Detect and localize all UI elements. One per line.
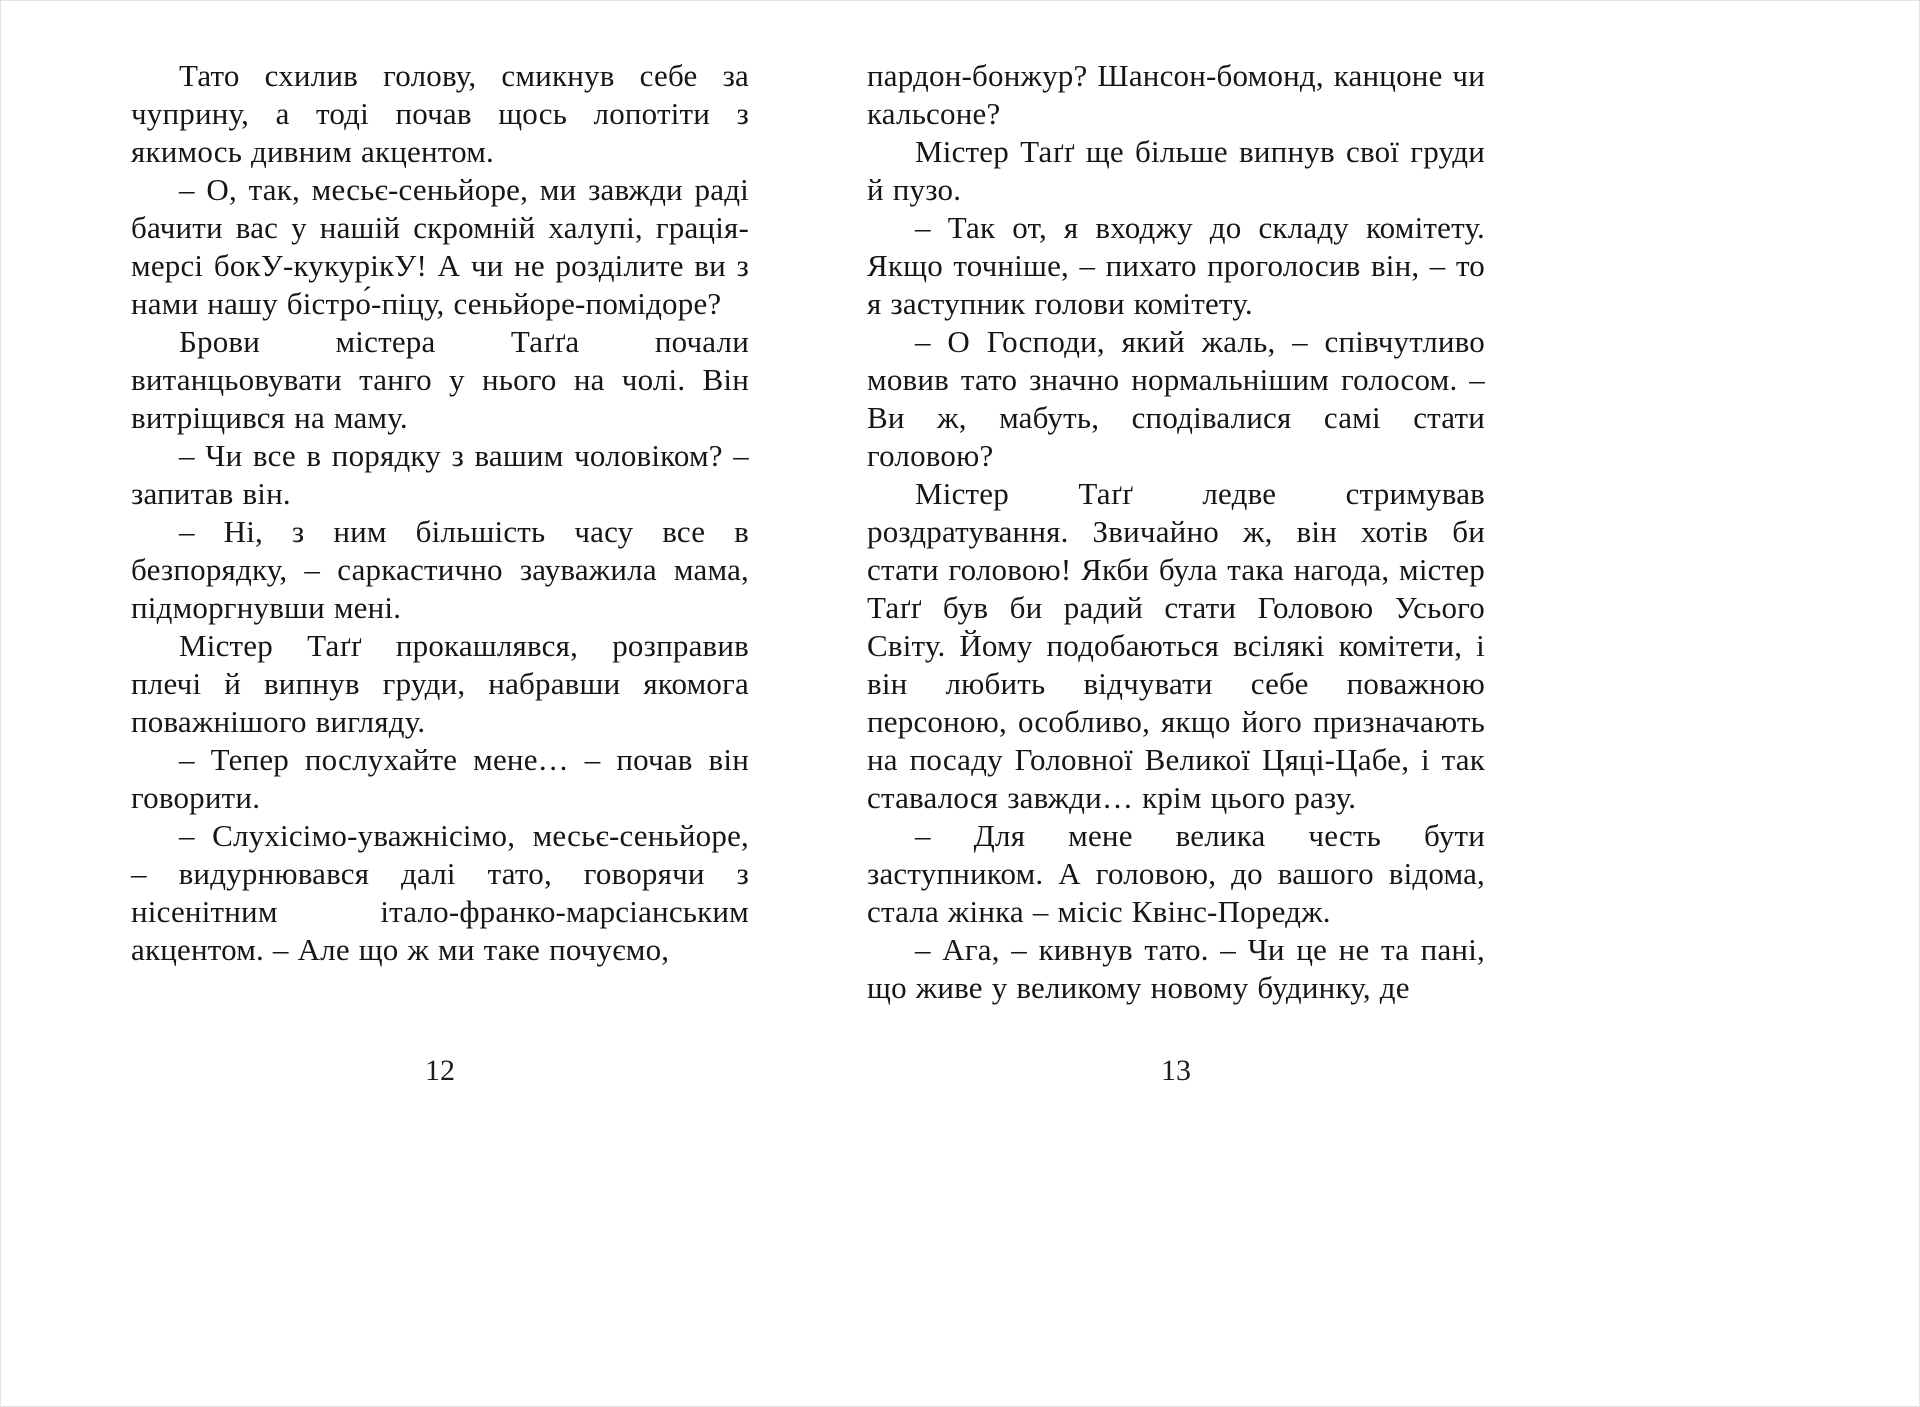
paragraph-continuation: пардон-бонжур? Шансон-бомонд, канцоне чи кальсоне? [867,58,1485,131]
paragraph: – Чи все в порядку з вашим чоловіком? – запитав він. [131,438,749,511]
page-number-right: 13 [1161,1054,1191,1087]
paragraph: – Тепер послухайте мене… – почав він говорити. [131,742,749,815]
paragraph: Містер Таґґ ледве стримував роздратування. Звичайно ж, він хотів би стати головою! Якби була така нагода, містер Таґґ був би радий стати Головою Усього Світу. Йому подобаються всілякі комітети, і він любить відчувати себе поважною персоною, особливо, якщо його призначають на посаду Головної Великої Цяці-Цабе, і так ставалося завжди… крім цього разу. [867,476,1485,815]
page-left [131,57,749,969]
paragraph: – О Господи, який жаль, – співчутливо мовив тато значно нормальнішим голосом. – Ви ж, мабуть, сподівалися самі стати головою? [867,324,1485,473]
paragraph: Містер Таґґ ще більше випнув свої груди й пузо. [867,134,1485,207]
paragraph: – Ага, – кивнув тато. – Чи це не та пані, що живе у великому новому будинку, де [867,932,1485,1005]
paragraph: – Слухісімо-уважнісімо, месьє-сеньйоре, – видурнювався далі тато, говорячи з нісенітним італо-франко-марсіанським акцентом. – Але що ж ми таке почуємо, [131,818,749,967]
paragraph: Містер Таґґ прокашлявся, розправив плечі й випнув груди, набравши якомога поважнішого вигляду. [131,628,749,739]
page-right [867,57,1485,1007]
paragraph: – О, так, месьє-сеньйоре, ми завжди раді бачити вас у нашій скромній халупі, грація-мерсі бокУ-кукурікУ! А чи не розділите ви з нами нашу бістро́-піцу, сеньйоре-помідоре? [131,172,749,321]
paragraph: – Ні, з ним більшість часу все в безпорядку, – саркастично зауважила мама, підморгнувши мені. [131,514,749,625]
paragraph: – Для мене велика честь бути заступником. А головою, до вашого відома, стала жінка – місіс Квінс-Поредж. [867,818,1485,929]
paragraph: Тато схилив голову, смикнув себе за чуприну, а тоді почав щось лопотіти з якимось дивним акцентом. [131,58,749,169]
paragraph: Брови містера Таґґа почали витанцьовувати танго у нього на чолі. Він витріщився на маму. [131,324,749,435]
paragraph: – Так от, я входжу до складу комітету. Якщо точніше, – пихато проголосив він, – то я заступник голови комітету. [867,210,1485,321]
page-number-left: 12 [425,1054,455,1087]
